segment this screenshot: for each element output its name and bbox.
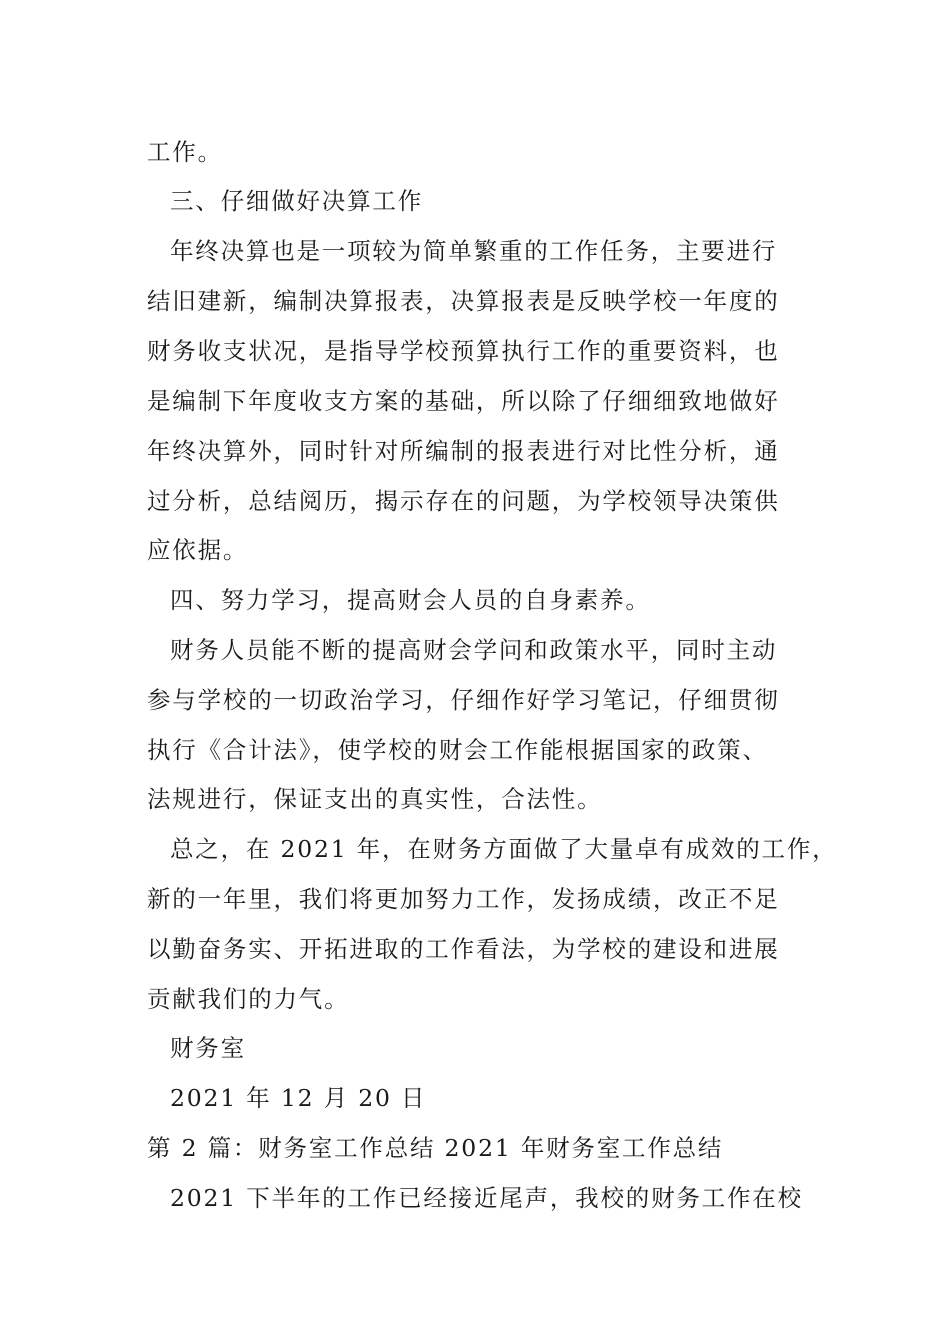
paragraph-line: 财务人员能不断的提高财会学问和政策水平，同时主动 xyxy=(170,636,778,664)
paragraph-line: 执行《合计法》，使学校的财会工作能根据国家的政策、 xyxy=(147,736,768,764)
paragraph-line: 参与学校的一切政治学习，仔细作好学习笔记，仔细贯彻 xyxy=(147,686,780,714)
paragraph-line: 年终决算外，同时针对所编制的报表进行对比性分析，通 xyxy=(147,437,780,465)
section-heading: 四、努力学习，提高财会人员的自身素养。 xyxy=(170,586,651,614)
signature-department: 财务室 xyxy=(170,1034,246,1062)
paragraph-line: 是编制下年度收支方案的基础，所以除了仔细细致地做好 xyxy=(147,387,780,415)
article-title: 第 2 篇：财务室工作总结 2021 年财务室工作总结 xyxy=(147,1134,724,1162)
paragraph-line: 年终决算也是一项较为简单繁重的工作任务，主要进行 xyxy=(170,237,778,265)
paragraph-line: 法规进行，保证支出的真实性，合法性。 xyxy=(147,785,603,813)
paragraph-line: 总之，在 2021 年，在财务方面做了大量卓有成效的工作， xyxy=(170,835,838,863)
paragraph-line: 过分析，总结阅历，揭示存在的问题，为学校领导决策供 xyxy=(147,487,780,515)
paragraph-line: 贡献我们的力气。 xyxy=(147,985,350,1013)
paragraph-line: 以勤奋务实、开拓进取的工作看法，为学校的建设和进展 xyxy=(147,935,780,963)
paragraph-line: 工作。 xyxy=(147,138,223,166)
paragraph-line: 新的一年里，我们将更加努力工作，发扬成绩，改正不足 xyxy=(147,885,780,913)
paragraph-line: 结旧建新，编制决算报表，决算报表是反映学校一年度的 xyxy=(147,287,780,315)
signature-date: 2021 年 12 月 20 日 xyxy=(170,1084,427,1112)
paragraph-line: 2021 下半年的工作已经接近尾声，我校的财务工作在校 xyxy=(170,1184,803,1212)
section-heading: 三、仔细做好决算工作 xyxy=(170,187,423,215)
paragraph-line: 应依据。 xyxy=(147,536,249,564)
paragraph-line: 财务收支状况，是指导学校预算执行工作的重要资料，也 xyxy=(147,337,780,365)
